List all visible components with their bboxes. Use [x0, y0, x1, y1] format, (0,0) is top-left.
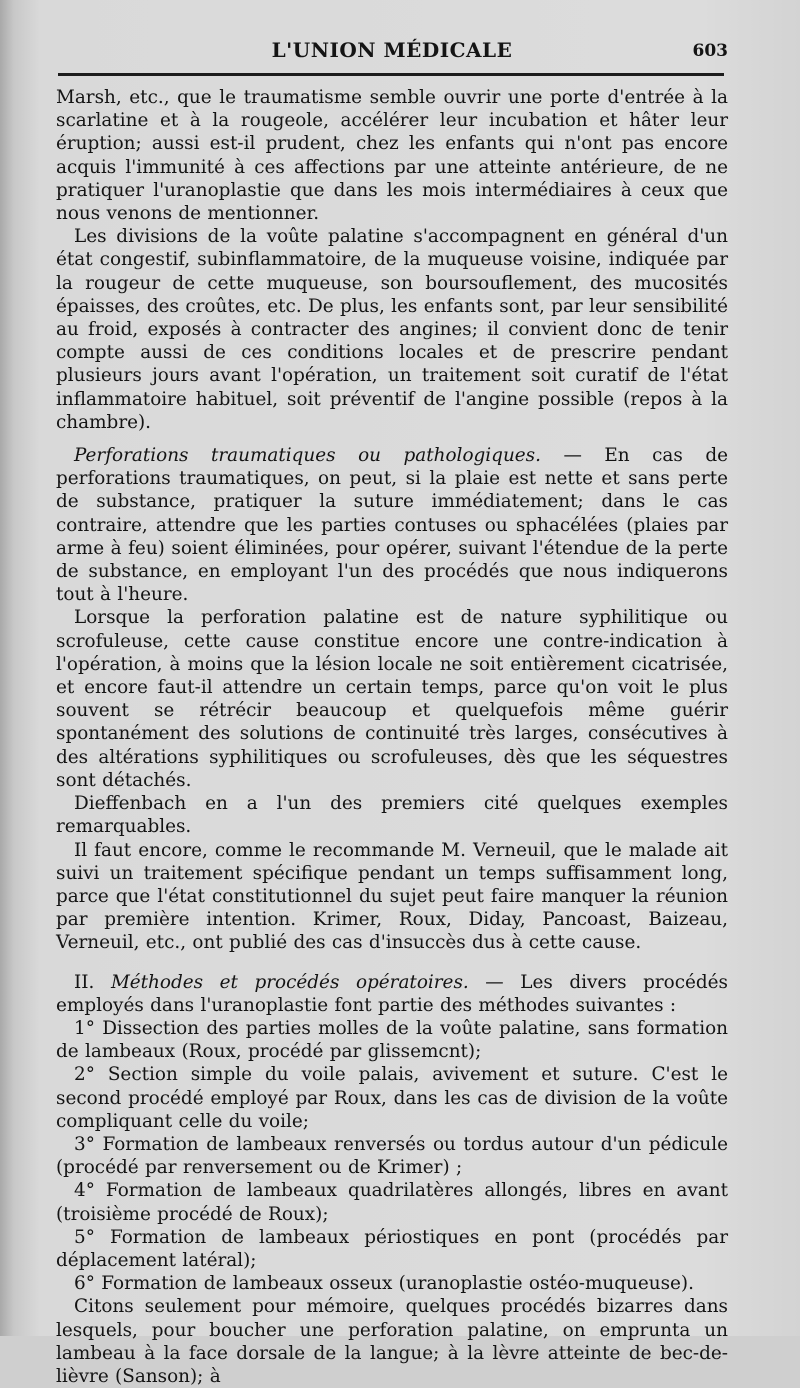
paragraph-perforations: [56, 444, 728, 606]
section-heading-methods: Méthodes et procédés opératoires.: [110, 971, 469, 993]
paragraph-verneuil: Il faut encore, comme le recommande M. Verneuil, que le malade ait suivi un traitement spécifique pendant un temps suffisamment long, parce que l'état constitutionnel du sujet peut faire manquer la réunion par première intention. Krimer, Roux, Diday, Pancoast, Baizeau, Verneuil, etc., ont publié des cas d'insuccès dus à cette cause.: [56, 839, 728, 954]
paragraph-methods: [56, 971, 728, 1017]
list-item-method-2: 2° Section simple du voile palais, avivement et suture. C'est le second procédé employé par Roux, dans les cas de division de la voûte compliquant celle du voile;: [56, 1064, 728, 1132]
section-number: II.: [74, 971, 111, 993]
running-title: L'UNION MÉDICALE: [271, 38, 513, 62]
paragraph-syphilitic: Lorsque la perforation palatine est de nature syphilitique ou scrofuleuse, cette cause constitue encore une contre-indication à l'opération, à moins que la lésion locale ne soit entièrement cicatrisée, et encore faut-il attendre un certain temps, parce qu'on voit le plus souvent se rétrécir beaucoup et quelquefois même guérir spontanément des solutions de continuité très larges, consécutives à des altérations syphilitiques ou scrofuleuses, dès que les séquestres sont détachés.: [56, 607, 728, 791]
paragraph-dieffenbach: Dieffenbach en a l'un des premiers cité quelques exemples remarquables.: [56, 793, 728, 838]
page-header: [56, 38, 728, 78]
list-item-method-6: 6° Formation de lambeaux osseux (uranoplastie ostéo-muqueuse).: [74, 1273, 694, 1295]
paragraph-text: — Les divers procédés employés dans l'uranoplastie font partie des méthodes suivantes :: [56, 971, 728, 1016]
list-item-method-4: 4° Formation de lambeaux quadrilatères allongés, libres en avant (troisième procédé de Roux);: [56, 1180, 728, 1225]
page-number: 603: [692, 41, 728, 61]
list-item-method-3: 3° Formation de lambeaux renversés ou tordus autour d'un pédicule (procédé par renversement ou de Krimer) ;: [56, 1133, 728, 1179]
paragraph-bizarre-procedures: Citons seulement pour mémoire, quelques procédés bizarres dans lesquels, pour boucher une perforation palatine, on emprunta un lambeau à la face dorsale de la langue; à la lèvre atteinte de bec-de-lièvre (Sanson); à: [56, 1296, 728, 1387]
list-item-method-5: 5° Formation de lambeaux périostiques en pont (procédés par déplacement latéral);: [56, 1226, 728, 1271]
header-rule: [58, 73, 724, 76]
body-text: [56, 86, 728, 1388]
paragraph-palatal-divisions: Les divisions de la voûte palatine s'accompagnent en général d'un état congestif, subinflammatoire, de la muqueuse voisine, indiquée par la rougeur de cette muqueuse, son boursouflement, des mucosités épaisses, des croûtes, etc. De plus, les enfants sont, par leur sensibilité au froid, exposés à contracter des angines; il convient donc de tenir compte aussi de ces conditions locales et de prescrire pendant plusieurs jours avant l'opération, un traitement soit curatif de l'état inflammatoire habituel, soit préventif de l'angine possible (repos à la chambre).: [56, 226, 728, 433]
paragraph-text: — En cas de perforations traumatiques, on peut, si la plaie est nette et sans perte de substance, pratiquer la suture immédiatement; dans le cas contraire, attendre que les parties contuses ou sphacélées (plaies par arme à feu) soient éliminées, pour opérer, suivant l'étendue de la perte de substance, en employant l'un des procédés que nous indiquerons tout à l'heure.: [56, 445, 728, 606]
section-heading-perforations: Perforations traumatiques ou pathologiques.: [74, 445, 541, 467]
paragraph-intro-continuation: Marsh, etc., que le traumatisme semble ouvrir une porte d'entrée à la scarlatine et à la rougeole, accélérer leur incubation et hâter leur éruption; aussi est-il prudent, chez les enfants qui n'ont pas encore acquis l'immunité à ces affections par une atteinte antérieure, de ne pratiquer l'uranoplastie que dans les mois intermédiaires à ceux que nous venons de mentionner.: [56, 87, 728, 225]
list-item-method-1: 1° Dissection des parties molles de la voûte palatine, sans formation de lambeaux (Roux, procédé par glissemcnt);: [56, 1017, 728, 1063]
